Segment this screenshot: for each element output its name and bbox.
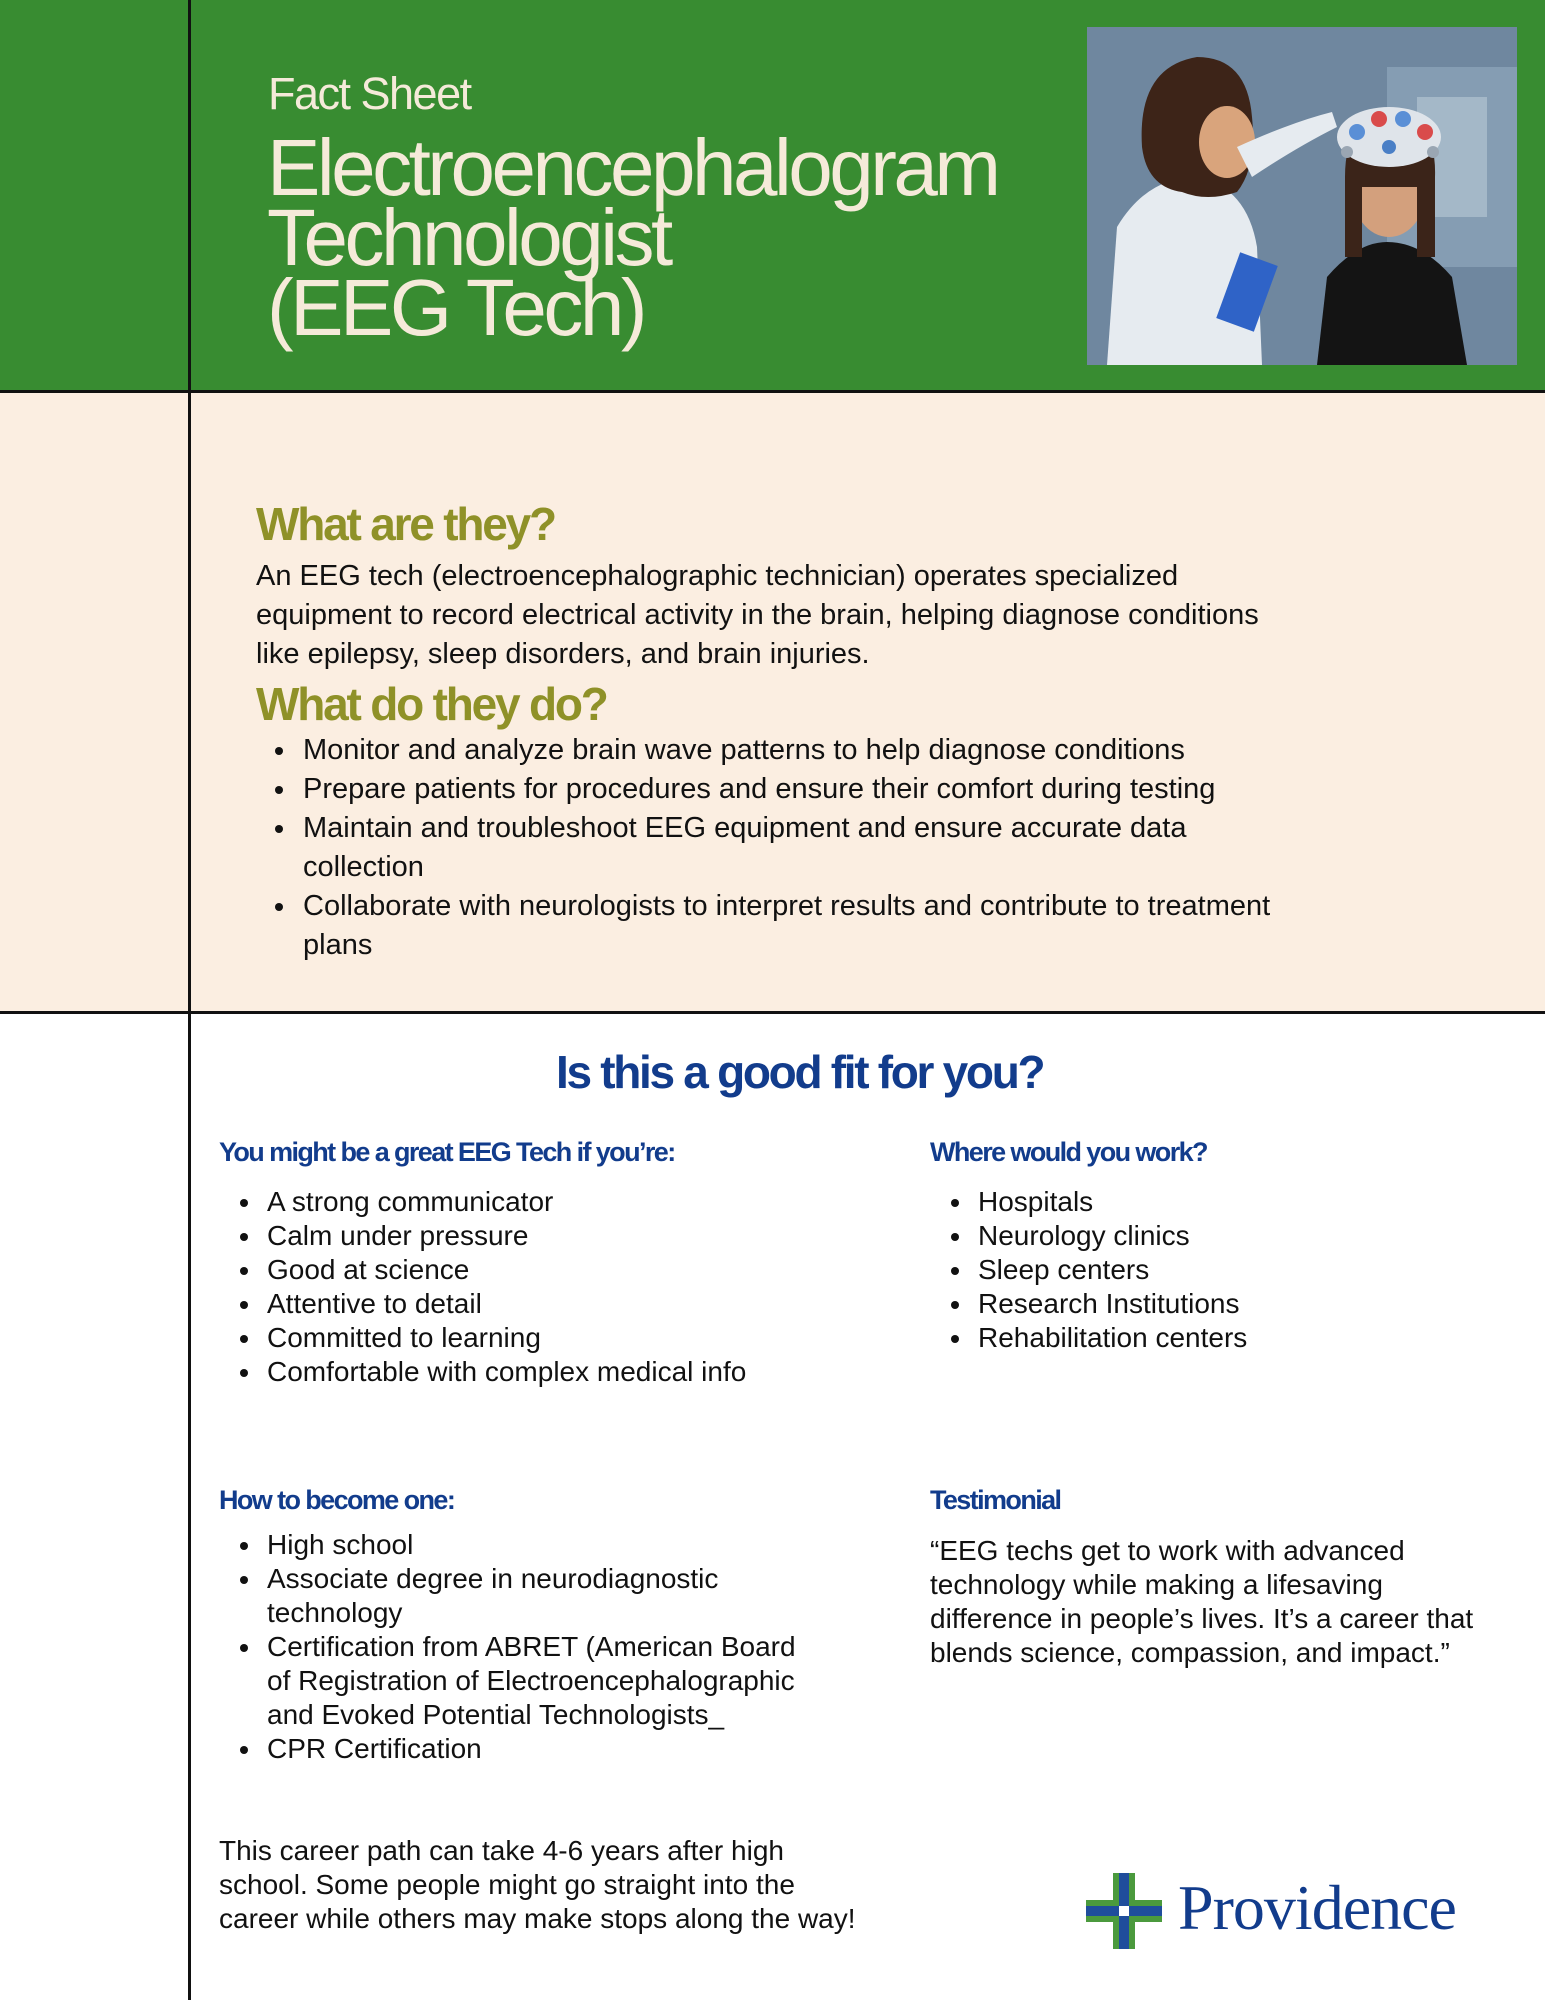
eeg-photo-illustration [1087,27,1517,365]
what-heading: What are they? [256,498,555,550]
traits-list [267,1185,787,1389]
list-item: High school [267,1528,817,1562]
steps-list [267,1528,817,1766]
list-item: Committed to learning [267,1321,787,1355]
header-divider [0,390,1545,393]
list-item: Attentive to detail [267,1287,787,1321]
closing-note: This career path can take 4-6 years after high school. Some people might go straight into the career while others may make stops along the way! [219,1835,856,1934]
page-title [267,123,1087,352]
duties-heading: What do they do? [256,678,607,730]
title-line-2: Technologist [267,193,670,282]
list-item: Research Institutions [978,1287,1478,1321]
list-item: Good at science [267,1253,787,1287]
list-item: Sleep centers [978,1253,1478,1287]
providence-logo [1086,1870,1486,1950]
work-heading: Where would you work? [930,1137,1207,1167]
list-item: Collaborate with neurologists to interpret results and contribute to treatment plans [303,887,1283,965]
title-line-3: (EEG Tech) [267,263,644,352]
duties-list [303,731,1283,965]
list-item: Maintain and troubleshoot EEG equipment and ensure accurate data collection [303,809,1283,887]
logo-wordmark: Providence [1178,1872,1456,1943]
providence-cross-icon [1086,1873,1162,1949]
section-divider [0,1011,1545,1014]
list-item: Certification from ABRET (American Board of Registration of Electroencephalographic and Evoked Potential Technologists_ [267,1630,817,1732]
eeg-photo [1087,27,1517,365]
list-item: Neurology clinics [978,1219,1478,1253]
become-heading: How to become one: [219,1485,455,1515]
list-item: Calm under pressure [267,1219,787,1253]
vertical-divider [188,0,191,2000]
list-item: Hospitals [978,1185,1478,1219]
workplaces-list [978,1185,1478,1355]
testimonial-heading: Testimonial [930,1485,1061,1515]
list-item: Comfortable with complex medical info [267,1355,787,1389]
list-item: A strong communicator [267,1185,787,1219]
list-item: Prepare patients for procedures and ensure their comfort during testing [303,770,1283,809]
title-line-1: Electroencephalogram [267,123,998,212]
testimonial-quote: “EEG techs get to work with advanced technology while making a lifesaving difference in people’s lives. It’s a career that blends science, compassion, and impact.” [930,1535,1474,1668]
list-item: Rehabilitation centers [978,1321,1478,1355]
list-item: Associate degree in neurodiagnostic technology [267,1562,817,1630]
traits-heading: You might be a great EEG Tech if you’re: [219,1137,675,1167]
eyebrow-label: Fact Sheet [268,68,471,119]
fit-title: Is this a good fit for you? [556,1046,1044,1098]
list-item: Monitor and analyze brain wave patterns to help diagnose conditions [303,731,1283,770]
list-item: CPR Certification [267,1732,817,1766]
what-body: An EEG tech (electroencephalographic technician) operates specialized equipment to record electrical activity in the brain, helping diagnose conditions like epilepsy, sleep disorders, and brain injuries. [256,560,1259,670]
